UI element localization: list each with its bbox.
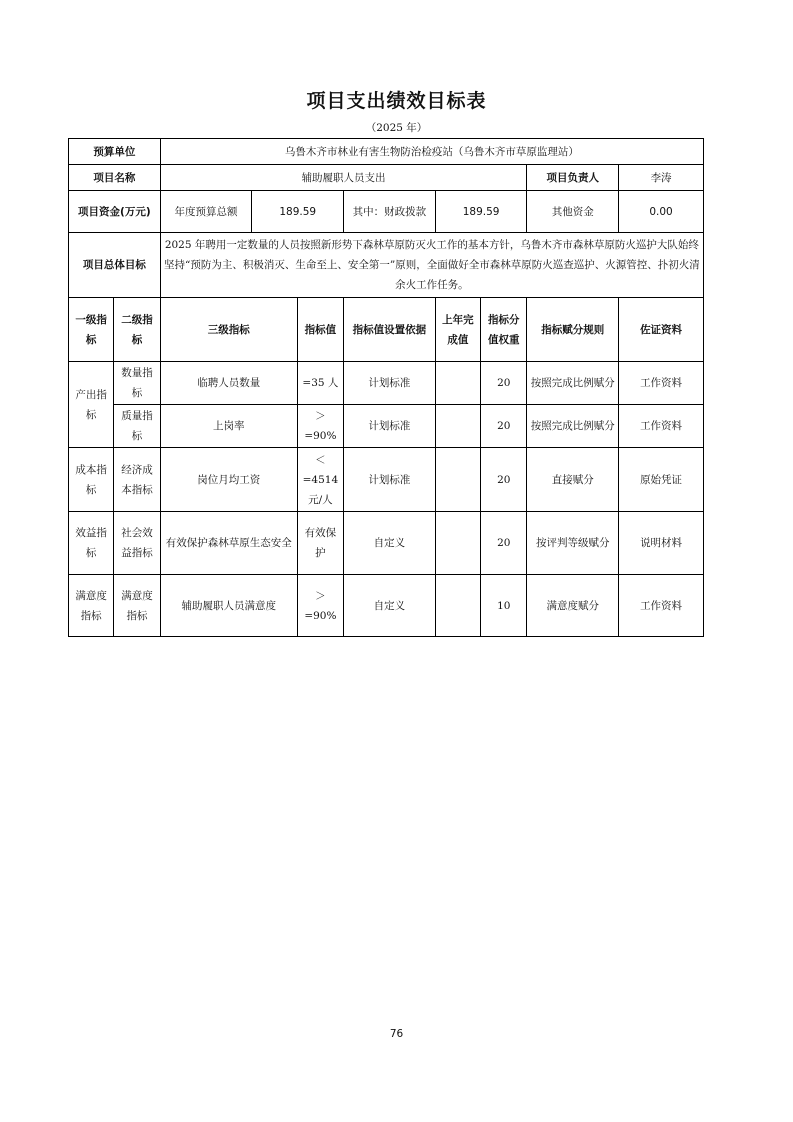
project-name-label: 项目名称 bbox=[69, 165, 161, 191]
annual-budget-value: 189.59 bbox=[252, 191, 344, 233]
table-row bbox=[69, 405, 704, 448]
basis-cell: 自定义 bbox=[344, 512, 436, 575]
col-header-last-year: 上年完成值 bbox=[435, 298, 480, 362]
level1-cell: 产出指标 bbox=[69, 362, 114, 448]
basis-cell: 计划标准 bbox=[344, 448, 436, 512]
year-label: （2025 年） bbox=[365, 122, 428, 134]
rule-cell: 按评判等级赋分 bbox=[527, 512, 619, 575]
last-year-cell bbox=[435, 362, 480, 405]
leader-label: 项目负责人 bbox=[527, 165, 619, 191]
level1-cell: 满意度指标 bbox=[69, 575, 114, 637]
project-name-value: 辅助履职人员支出 bbox=[160, 165, 527, 191]
level2-cell: 质量指标 bbox=[114, 405, 160, 448]
overall-goal-text: 2025 年聘用一定数量的人员按照新形势下森林草原防灭火工作的基本方针，乌鲁木齐市森林草原防火巡护大队始终坚持“预防为主、积极消灭、生命至上、安全第一”原则，全面做好全市森林草原防火巡查巡护、火源管控、扑初火清余火工作任务。 bbox=[160, 233, 703, 298]
evidence-cell: 说明材料 bbox=[619, 512, 704, 575]
col-header-level2: 二级指标 bbox=[114, 298, 160, 362]
value-cell: ＞=90% bbox=[297, 405, 343, 448]
rule-cell: 按照完成比例赋分 bbox=[527, 405, 619, 448]
col-header-level3: 三级指标 bbox=[160, 298, 297, 362]
basis-cell: 自定义 bbox=[344, 575, 436, 637]
level3-cell: 有效保护森林草原生态安全 bbox=[160, 512, 297, 575]
rule-cell: 满意度赋分 bbox=[527, 575, 619, 637]
level2-cell: 社会效益指标 bbox=[114, 512, 160, 575]
rule-cell: 直接赋分 bbox=[527, 448, 619, 512]
page-title: 项目支出绩效目标表 bbox=[306, 90, 487, 112]
basis-cell: 计划标准 bbox=[344, 405, 436, 448]
col-header-value: 指标值 bbox=[297, 298, 343, 362]
evidence-cell: 工作资料 bbox=[619, 405, 704, 448]
level3-cell: 辅助履职人员满意度 bbox=[160, 575, 297, 637]
weight-cell: 20 bbox=[481, 512, 527, 575]
level3-cell: 临聘人员数量 bbox=[160, 362, 297, 405]
col-header-basis: 指标值设置依据 bbox=[344, 298, 436, 362]
page-number: 76 bbox=[389, 1028, 404, 1040]
col-header-evidence: 佐证资料 bbox=[619, 298, 704, 362]
other-funds-label: 其他资金 bbox=[527, 191, 619, 233]
unit-label: 预算单位 bbox=[69, 139, 161, 165]
weight-cell: 20 bbox=[481, 362, 527, 405]
level1-cell: 效益指标 bbox=[69, 512, 114, 575]
last-year-cell bbox=[435, 405, 480, 448]
basis-cell: 计划标准 bbox=[344, 362, 436, 405]
level2-cell: 数量指标 bbox=[114, 362, 160, 405]
value-cell: ＞=90% bbox=[297, 575, 343, 637]
weight-cell: 20 bbox=[481, 405, 527, 448]
level1-cell: 成本指标 bbox=[69, 448, 114, 512]
evidence-cell: 工作资料 bbox=[619, 362, 704, 405]
value-cell: 有效保护 bbox=[297, 512, 343, 575]
table-row bbox=[69, 448, 704, 512]
last-year-cell bbox=[435, 512, 480, 575]
level3-cell: 岗位月均工资 bbox=[160, 448, 297, 512]
col-header-weight: 指标分值权重 bbox=[481, 298, 527, 362]
other-funds-value: 0.00 bbox=[619, 191, 704, 233]
level2-cell: 经济成本指标 bbox=[114, 448, 160, 512]
evidence-cell: 原始凭证 bbox=[619, 448, 704, 512]
value-cell: ＜=4514 元/人 bbox=[297, 448, 343, 512]
fiscal-label: 其中：财政拨款 bbox=[344, 191, 436, 233]
weight-cell: 20 bbox=[481, 448, 527, 512]
annual-budget-label: 年度预算总额 bbox=[160, 191, 252, 233]
value-cell: =35 人 bbox=[297, 362, 343, 405]
table-row bbox=[69, 575, 704, 637]
last-year-cell bbox=[435, 575, 480, 637]
unit-value: 乌鲁木齐市林业有害生物防治检疫站（乌鲁木齐市草原监理站） bbox=[160, 139, 703, 165]
rule-cell: 按照完成比例赋分 bbox=[527, 362, 619, 405]
col-header-rule: 指标赋分规则 bbox=[527, 298, 619, 362]
weight-cell: 10 bbox=[481, 575, 527, 637]
evidence-cell: 工作资料 bbox=[619, 575, 704, 637]
table-row bbox=[69, 362, 704, 405]
table-row bbox=[69, 512, 704, 575]
fiscal-value: 189.59 bbox=[435, 191, 527, 233]
level3-cell: 上岗率 bbox=[160, 405, 297, 448]
performance-table bbox=[68, 138, 704, 637]
level2-cell: 满意度指标 bbox=[114, 575, 160, 637]
leader-value: 李涛 bbox=[619, 165, 704, 191]
overall-goal-label: 项目总体目标 bbox=[69, 233, 161, 298]
col-header-level1: 一级指标 bbox=[69, 298, 114, 362]
funds-label: 项目资金(万元) bbox=[69, 191, 161, 233]
last-year-cell bbox=[435, 448, 480, 512]
